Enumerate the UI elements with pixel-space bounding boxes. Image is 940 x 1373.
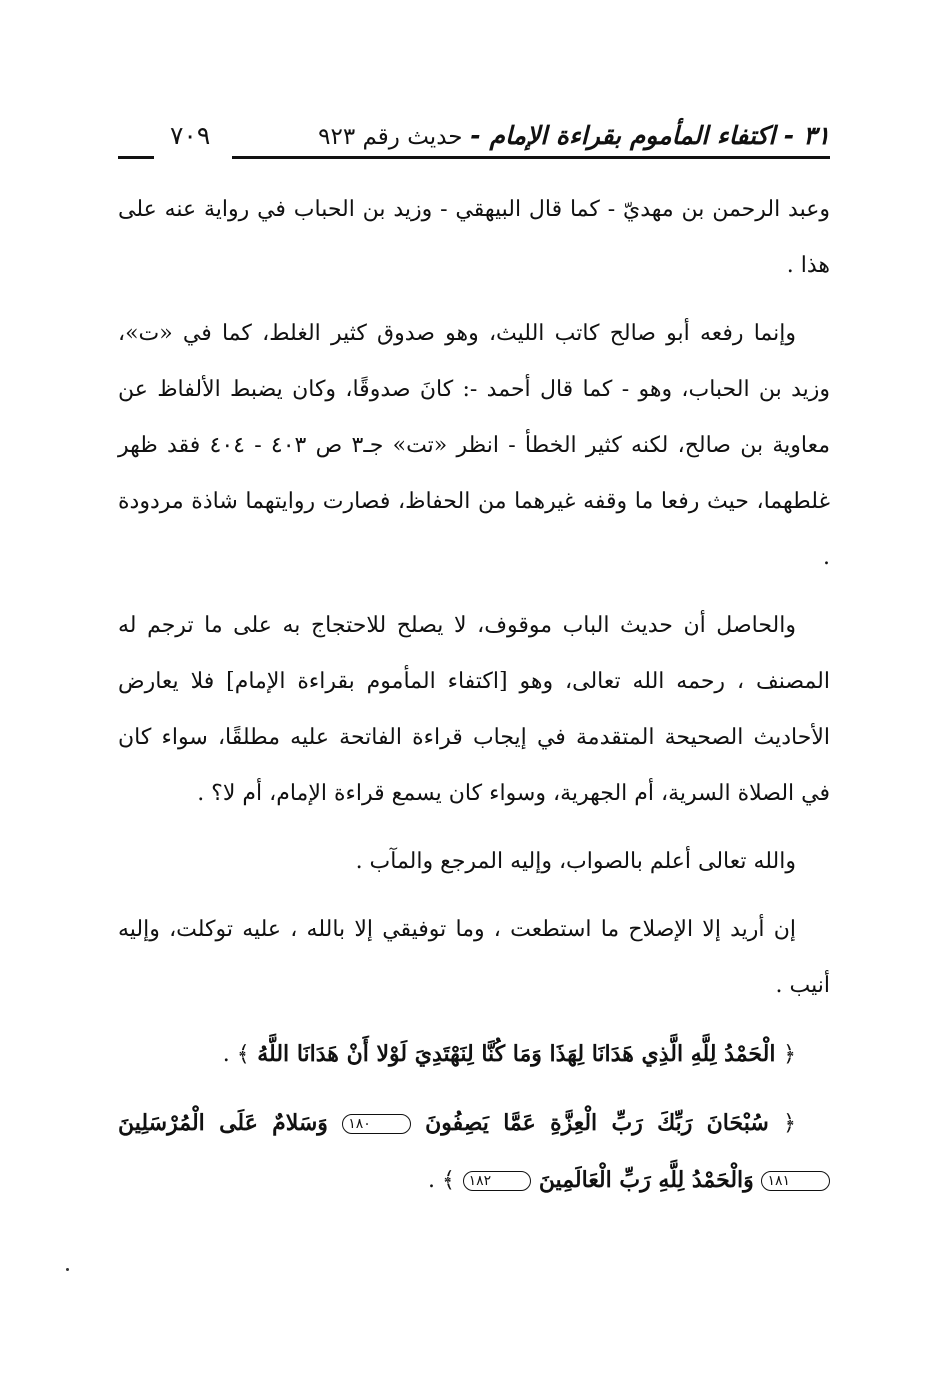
body-text	[118, 182, 830, 1221]
quran-open-bracket: ﴿	[783, 1042, 796, 1067]
quran-open-bracket: ﴿	[783, 1111, 796, 1136]
verse-number-badge: ١٨١	[761, 1171, 830, 1191]
paragraph: وعبد الرحمن بن مهديّ - كما قال البيهقي - وزيد بن الحباب في رواية عنه على هذا .	[118, 197, 830, 278]
paragraph: وإنما رفعه أبو صالح كاتب الليث، وهو صدوق كثير الغلط، كما في «ت»، وزيد بن الحباب، وهو - كما قال أحمد -: كانَ صدوقًا، وكان يضبط الألفاظ عن معاوية بن صالح، لكنه كثير الخطأ - انظر «تت» جـ٣ ص ٤٠٣ - ٤٠٤ فقد ظهر غلطهما، حيث رفعا ما وقفه غيرهما من الحفاظ، فصارت روايتهما شاذة مردودة .	[118, 321, 831, 570]
scan-speck	[66, 1268, 69, 1271]
verse-number-badge: ١٨٢	[463, 1171, 532, 1191]
hadith-reference: حديث رقم ٩٢٣	[318, 124, 463, 150]
paragraph: والله تعالى أعلم بالصواب، وإليه المرجع والمآب .	[355, 849, 796, 874]
quran-verse	[118, 1026, 830, 1083]
running-header	[118, 118, 830, 166]
header-rule-long	[232, 156, 830, 159]
quran-close-bracket: ﴾ .	[222, 1042, 250, 1067]
paragraph: والحاصل أن حديث الباب موقوف، لا يصلح للاحتجاج به على ما ترجم له المصنف ، رحمه الله تعالى، وهو [اكتفاء المأموم بقراءة الإمام] فلا يعارض الأحاديث الصحيحة المتقدمة في إيجاب قراءة الفاتحة عليه مطلقًا، سواء كان في الصلاة السرية، أم الجهرية، وسواء كان يسمع قراءة الإمام، أم لا؟ .	[118, 613, 830, 806]
header-rule-short	[118, 156, 154, 159]
quran-verse-text: سُبْحَانَ رَبِّكَ رَبِّ الْعِزَّةِ عَمَّا يَصِفُونَ	[425, 1110, 769, 1136]
quran-verse-text: الْحَمْدُ لِلَّهِ الَّذِي هَدَانَا لِهَذَا وَمَا كُنَّا لِنَهْتَدِيَ لَوْلا أَنْ هَدَانَا اللَّهُ	[257, 1041, 776, 1067]
paragraph: إن أريد إلا الإصلاح ما استطعت ، وما توفيقي إلا بالله ، عليه توكلت، وإليه أنيب .	[118, 917, 830, 998]
quran-verse	[118, 1095, 830, 1209]
verse-number-badge: ١٨٠	[342, 1114, 411, 1134]
header-title	[318, 118, 830, 155]
quran-verse-text: وَسَلامٌ عَلَى الْمُرْسَلِينَ	[118, 1110, 328, 1136]
quran-verse-text: وَالْحَمْدُ لِلَّهِ رَبِّ الْعَالَمِينَ	[538, 1167, 754, 1193]
page-number: ٧٠٩	[170, 121, 211, 150]
quran-close-bracket: ﴾ .	[428, 1168, 455, 1193]
chapter-title: ٣١ - اكتفاء المأموم بقراءة الإمام -	[470, 121, 830, 150]
